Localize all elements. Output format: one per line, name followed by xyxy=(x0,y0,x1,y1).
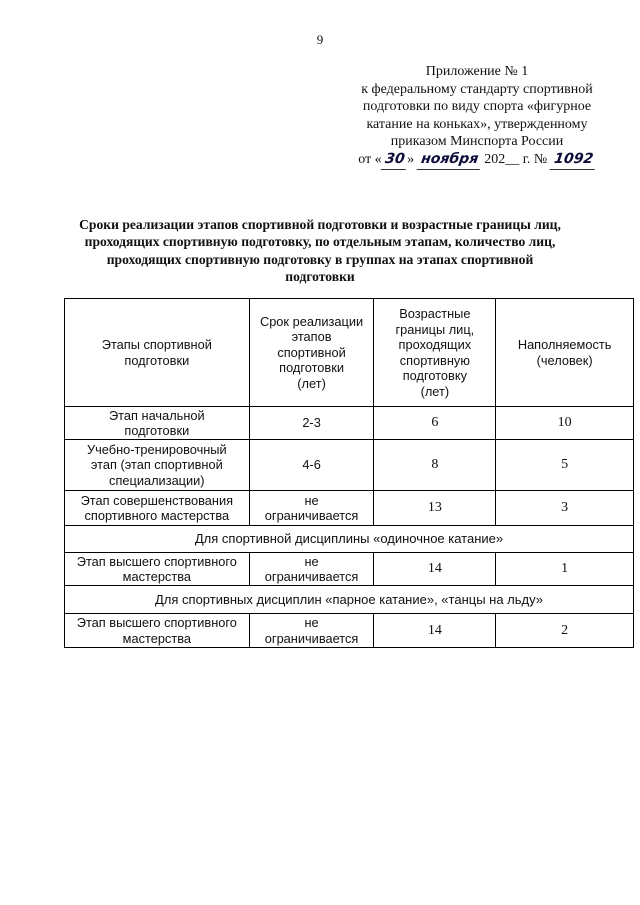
cell-term: 4-6 xyxy=(249,440,374,491)
order-day: 30 xyxy=(380,151,408,170)
header-count: Наполняемость (человек) xyxy=(496,299,634,407)
cell-age: 14 xyxy=(374,614,496,648)
appendix-line: приказом Минспорта России xyxy=(390,134,564,150)
cell-stage: Учебно-тренировочный этап (этап спортивной специализации) xyxy=(65,440,250,491)
order-mid: » xyxy=(407,151,415,167)
cell-term: 2-3 xyxy=(249,407,374,440)
appendix-line: подготовки по виду спорта «фигурное xyxy=(362,99,592,115)
cell-count: 5 xyxy=(496,440,634,491)
order-prefix: от « xyxy=(358,151,382,167)
order-month: ноября xyxy=(416,151,482,170)
cell-stage: Этап начальной подготовки xyxy=(65,407,250,440)
table-row xyxy=(65,614,634,648)
cell-term: не ограничивается xyxy=(249,553,374,586)
table-row xyxy=(65,491,634,526)
cell-count: 3 xyxy=(496,491,634,526)
order-line xyxy=(347,151,607,170)
table-row xyxy=(65,440,634,491)
section-title: Для спортивных дисциплин «парное катание», «танцы на льду» xyxy=(65,586,634,614)
cell-stage: Этап высшего спортивного мастерства xyxy=(65,614,250,648)
section-row-single xyxy=(65,526,634,553)
section-row-pairs xyxy=(65,586,634,614)
table-header-row xyxy=(65,299,634,407)
cell-age: 14 xyxy=(374,553,496,586)
order-year: 202__ г. № xyxy=(484,151,548,167)
section-title: Для спортивной дисциплины «одиночное катание» xyxy=(65,526,634,553)
cell-count: 2 xyxy=(496,614,634,648)
table-row xyxy=(65,407,634,440)
cell-age: 6 xyxy=(374,407,496,440)
appendix-line: к федеральному стандарту спортивной xyxy=(361,81,593,97)
cell-stage: Этап высшего спортивного мастерства xyxy=(65,553,250,586)
header-term: Срок реализации этапов спортивной подготовки (лет) xyxy=(249,299,374,407)
order-number: 1092 xyxy=(549,151,597,170)
appendix-line: Приложение № 1 xyxy=(425,64,529,79)
table-row xyxy=(65,553,634,586)
page-number: 9 xyxy=(316,32,324,47)
appendix-header xyxy=(347,63,607,170)
document-title xyxy=(64,216,576,286)
cell-stage: Этап совершенствования спортивного мастерства xyxy=(65,491,250,526)
header-stage: Этапы спортивной подготовки xyxy=(65,299,250,407)
title-line: проходящих спортивную подготовку, по отдельным этапам, количество лиц, xyxy=(84,234,556,250)
stages-table xyxy=(64,298,634,648)
appendix-line: катание на коньках», утвержденному xyxy=(366,116,588,132)
cell-age: 8 xyxy=(374,440,496,491)
title-line: проходящих спортивную подготовку в группах на этапах спортивной xyxy=(106,251,534,267)
title-line: Сроки реализации этапов спортивной подготовки и возрастные границы лиц, xyxy=(79,217,561,232)
title-line: подготовки xyxy=(285,269,355,285)
cell-count: 10 xyxy=(496,407,634,440)
cell-count: 1 xyxy=(496,553,634,586)
cell-term: не ограничивается xyxy=(249,614,374,648)
header-age: Возрастные границы лиц, проходящих спортивную подготовку (лет) xyxy=(374,299,496,407)
cell-term: не ограничивается xyxy=(249,491,374,526)
cell-age: 13 xyxy=(374,491,496,526)
